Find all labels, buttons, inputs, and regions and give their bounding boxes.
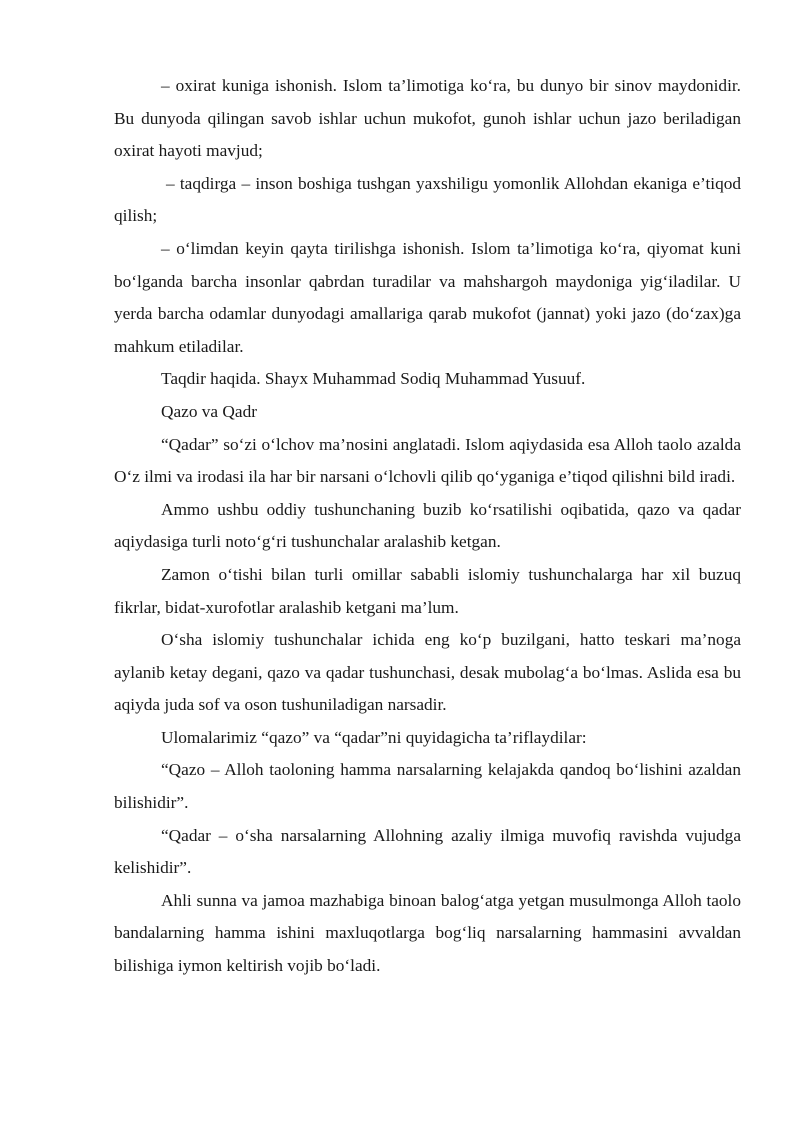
paragraph-oxirat: – oxirat kuniga ishonish. Islom ta’limotiga ko‘ra, bu dunyo bir sinov maydonidir. Bu dunyoda qilingan savob ishlar uchun mukofot, gunoh ishlar uchun jazo beriladigan oxirat hayoti mavjud;: [114, 76, 741, 161]
paragraph-osha: O‘sha islomiy tushunchalar ichida eng ko‘p buzilgani, hatto teskari ma’noga aylanib ketay degani, qazo va qadar tushunchasi, desak mubolag‘a bo‘lmas. Aslida esa bu aqiyda juda sof va oson tushuniladigan narsadir.: [114, 630, 741, 715]
section-heading: Qazo va Qadr: [161, 401, 257, 421]
paragraph-taqdir: – taqdirga – inson boshiga tushgan yaxshiligu yomonlik Allohdan ekaniga e’tiqod qilish;: [114, 173, 741, 226]
paragraph-tirilish: – o‘limdan keyin qayta tirilishga ishonish. Islom ta’limotiga ko‘ra, qiyomat kuni bo‘lganda barcha insonlar qabrdan turadilar va mahshargoh maydoniga yig‘iladilar. U yerda barcha odamlar dunyodagi amallariga qarab mukofot (jannat) yoki jazo (do‘zax)ga mahkum etiladilar.: [114, 238, 741, 356]
paragraph-qadar-definition: “Qadar – o‘sha narsalarning Allohning azaliy ilmiga muvofiq ravishda vujudga kelishidir”.: [114, 825, 741, 878]
paragraph-qazo-definition: “Qazo – Alloh taoloning hamma narsalarning kelajakda qandoq bo‘lishini azaldan bilishidir”.: [114, 760, 741, 813]
document-page: [114, 70, 741, 983]
paragraph-ulomalar: Ulomalarimiz “qazo” va “qadar”ni quyidagicha ta’riflaydilar:: [161, 727, 587, 747]
paragraph-ammo: Ammo ushbu oddiy tushunchaning buzib ko‘rsatilishi oqibatida, qazo va qadar aqiydasiga turli noto‘g‘ri tushunchalar aralashib ketgan.: [114, 499, 741, 552]
paragraph-source: Taqdir haqida. Shayx Muhammad Sodiq Muhammad Yusuuf.: [161, 369, 586, 389]
paragraph-zamon: Zamon o‘tishi bilan turli omillar sababli islomiy tushunchalarga har xil buzuq fikrlar, bidat-xurofotlar aralashib ketgani ma’lum.: [114, 564, 741, 617]
paragraph-qadar-meaning: “Qadar” so‘zi o‘lchov ma’nosini anglatadi. Islom aqiydasida esa Alloh taolo azalda O‘z ilmi va irodasi ila har bir narsani o‘lchovli qilib qo‘yganiga e’tiqod qilishni bild iradi.: [114, 434, 741, 487]
paragraph-ahli-sunna: Ahli sunna va jamoa mazhabiga binoan balog‘atga yetgan musulmonga Alloh taolo bandalarning hamma ishini maxluqotlarga bog‘liq narsalarning hammasini avvaldan bilishiga iymon keltirish vojib bo‘ladi.: [114, 890, 741, 976]
